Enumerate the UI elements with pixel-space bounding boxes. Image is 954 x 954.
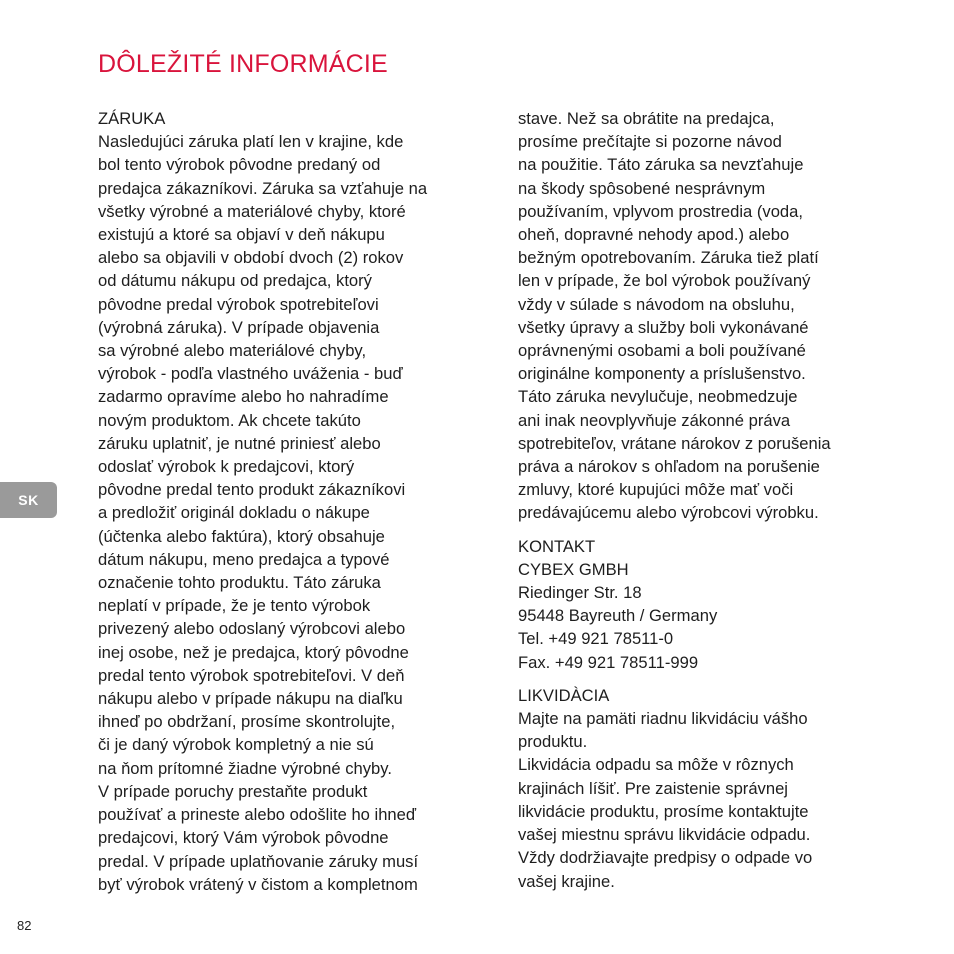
warranty-text-line: a predložiť originál dokladu o nákupe: [98, 503, 370, 523]
disposal-text-line: Vždy dodržiavajte predpisy o odpade vo: [518, 848, 813, 868]
warranty-text-line: výrobok - podľa vlastného uváženia - buď: [98, 364, 403, 384]
warranty-text-line: spotrebiteľov, vrátane nárokov z porušenia: [518, 433, 831, 453]
warranty-text-line: (výrobná záruka). V prípade objavenia: [98, 317, 380, 337]
warranty-text-line: Nasledujúci záruka platí len v krajine, kde: [98, 132, 404, 152]
warranty-text-line: oheň, dopravné nehody apod.) alebo: [518, 225, 790, 245]
page-title: DÔLEŽITÉ INFORMÁCIE: [98, 50, 388, 78]
warranty-heading: ZÁRUKA: [98, 109, 166, 128]
warranty-text-line: na ňom prítomné žiadne výrobné chyby.: [98, 758, 392, 778]
warranty-text-line: dátum nákupu, meno predajca a typové: [98, 549, 390, 569]
warranty-text-line: predal tento výrobok spotrebiteľovi. V deň: [98, 665, 405, 685]
warranty-text-line: vždy v súlade s návodom na obsluhu,: [518, 294, 795, 314]
contact-block: [518, 558, 831, 674]
disposal-text-line: krajinách líšiť. Pre zaistenie správnej: [518, 778, 788, 798]
warranty-text-line: všetky úpravy a služby boli vykonávané: [518, 317, 809, 337]
warranty-text-line: alebo sa objavili v období dvoch (2) rokov: [98, 248, 404, 268]
warranty-text-continued: [518, 107, 831, 525]
warranty-column: [98, 107, 427, 896]
disposal-text: [518, 707, 831, 893]
warranty-text-line: zmluvy, ktoré kupujúci môže mať voči: [518, 480, 794, 500]
warranty-text-line: od dátumu nákupu od predajca, ktorý: [98, 271, 372, 291]
disposal-text-line: vašej krajine.: [518, 871, 615, 891]
warranty-text-line: pôvodne predal tento produkt zákazníkovi: [98, 480, 406, 500]
warranty-text-line: odoslať výrobok k predajcovi, ktorý: [98, 457, 355, 477]
warranty-text-line: neplatí v prípade, že je tento výrobok: [98, 596, 371, 616]
warranty-text-line: privezený alebo odoslaný výrobcovi alebo: [98, 619, 406, 639]
contact-line: Riedinger Str. 18: [518, 583, 642, 603]
warranty-text-line: len v prípade, že bol výrobok používaný: [518, 271, 811, 291]
warranty-text-line: novým produktom. Ak chcete takúto: [98, 410, 361, 430]
warranty-text-line: všetky výrobné a materiálové chyby, ktoré: [98, 201, 406, 221]
warranty-text-line: označenie tohto produktu. Táto záruka: [98, 573, 381, 593]
disposal-heading: LIKVIDÀCIA: [518, 685, 610, 705]
contact-line: 95448 Bayreuth / Germany: [518, 606, 718, 626]
warranty-text-line: predal. V prípade uplatňovanie záruky musí: [98, 851, 419, 871]
warranty-text-line: nákupu alebo v prípade nákupu na diaľku: [98, 689, 403, 709]
warranty-text-line: na škody spôsobené nesprávnym: [518, 178, 766, 198]
contact-line: CYBEX GMBH: [518, 559, 629, 579]
warranty-text-line: práva a nárokov s ohľadom na porušenie: [518, 457, 820, 477]
warranty-text-line: stave. Než sa obrátite na predajca,: [518, 109, 775, 128]
contact-line: Fax. +49 921 78511-999: [518, 652, 699, 672]
warranty-text-line: zadarmo opravíme alebo ho nahradíme: [98, 387, 389, 407]
warranty-text-line: používaním, vplyvom prostredia (voda,: [518, 201, 803, 221]
warranty-text-line: sa výrobné alebo materiálové chyby,: [98, 341, 367, 361]
warranty-text-line: Táto záruka nevylučuje, neobmedzuje: [518, 387, 798, 407]
right-column: [518, 107, 831, 893]
warranty-text-line: ani inak neovplyvňuje zákonné práva: [518, 410, 791, 430]
warranty-text-line: či je daný výrobok kompletný a nie sú: [98, 735, 374, 755]
warranty-text-line: inej osobe, než je predajca, ktorý pôvodne: [98, 642, 409, 662]
warranty-text-line: originálne komponenty a príslušenstvo.: [518, 364, 806, 384]
disposal-text-line: Likvidácia odpadu sa môže v rôznych: [518, 755, 794, 775]
warranty-text-line: pôvodne predal výrobok spotrebiteľovi: [98, 294, 379, 314]
warranty-text-line: (účtenka alebo faktúra), ktorý obsahuje: [98, 526, 385, 546]
disposal-text-line: vašej miestnu správu likvidácie odpadu.: [518, 825, 811, 845]
warranty-text-line: bežným opotrebovaním. Záruka tiež platí: [518, 248, 819, 268]
disposal-text-line: Majte na pamäti riadnu likvidáciu vášho: [518, 709, 808, 729]
warranty-text-line: predajcovi, ktorý Vám výrobok pôvodne: [98, 828, 389, 848]
warranty-text: [98, 130, 427, 896]
warranty-text-line: existujú a ktoré sa objaví v deň nákupu: [98, 225, 385, 245]
warranty-text-line: ihneď po obdržaní, prosíme skontrolujte,: [98, 712, 396, 732]
page-number: 82: [17, 918, 32, 933]
contact-heading: KONTAKT: [518, 536, 596, 556]
warranty-text-line: na použitie. Táto záruka sa nevzťahuje: [518, 155, 804, 175]
warranty-text-line: V prípade poruchy prestaňte produkt: [98, 781, 368, 801]
warranty-text-line: predávajúcemu alebo výrobcovi výrobku.: [518, 503, 819, 523]
contact-line: Tel. +49 921 78511-0: [518, 629, 674, 649]
warranty-text-line: bol tento výrobok pôvodne predaný od: [98, 155, 381, 175]
warranty-text-line: predajca zákazníkovi. Záruka sa vzťahuje na: [98, 178, 428, 198]
warranty-text-line: byť výrobok vrátený v čistom a kompletnom: [98, 874, 418, 894]
warranty-text-line: prosíme prečítajte si pozorne návod: [518, 132, 782, 152]
language-tab: SK: [0, 482, 57, 518]
disposal-text-line: likvidácie produktu, prosíme kontaktujte: [518, 801, 809, 821]
warranty-text-line: záruku uplatniť, je nutné priniesť alebo: [98, 433, 381, 453]
disposal-text-line: produktu.: [518, 732, 588, 752]
warranty-text-line: používať a prineste alebo odošlite ho ihneď: [98, 805, 417, 825]
warranty-text-line: oprávnenými osobami a boli používané: [518, 341, 806, 361]
